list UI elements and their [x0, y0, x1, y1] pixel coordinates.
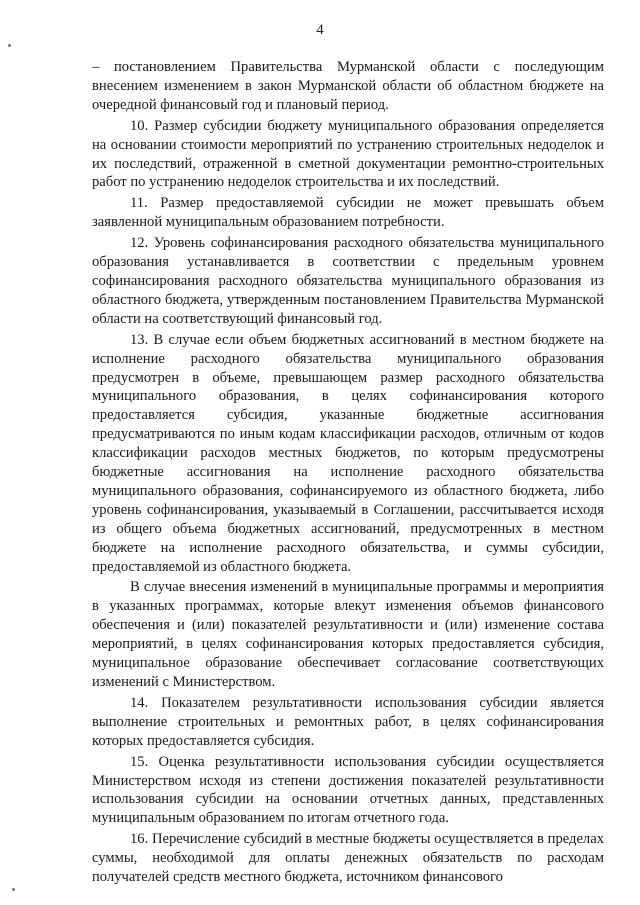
paragraph-15: 15. Оценка результативности использования субсидии осуществляется Министерством исходя из степени достижения показателей результативности использования субсидии на основании отчетных данных, представленных муниципальным образованием по итогам отчетного года. [92, 753, 604, 827]
paragraph-13-amendments: В случае внесения изменений в муниципальные программы и мероприятия в указанных программах, которые влекут изменения объемов финансового обеспечения и (или) показателей результативности и (или) изменение состава мероприятий, в целях софинансирования которых предоставляется субсидия, муниципальное образование обеспечивает согласование соответствующих изменений с Министерством. [92, 579, 604, 690]
paragraph-13: 13. В случае если объем бюджетных ассигнований в местном бюджете на исполнение расходного обязательства муниципального образования предусмотрен в объеме, превышающем размер расходного обязательства муниципального образования, в целях софинансирования которого предоставляется субсидия, указанные бюджетные ассигнования предусматриваются по иным кодам классификации расходов, отличным от кодов классификации расходов местных бюджетов, по которым предусмотрены бюджетные ассигнования на исполнение расходного обязательства муниципального образования, софинансируемого из областного бюджета, либо уровень софинансирования, указываемый в Соглашении, рассчитывается исходя из общего объема бюджетных ассигнований, предусмотренных в местном бюджете на исполнение расходного обязательства, и суммы субсидии, предоставляемой из областного бюджета. [92, 331, 604, 575]
paragraph-continuation: – постановлением Правительства Мурманской области с последующим внесением изменением в закон Мурманской области об областном бюджете на очередной финансовый год и плановый период. [92, 59, 604, 113]
page-number: 4 [316, 22, 324, 38]
paragraph-14: 14. Показателем результативности использования субсидии является выполнение строительных и ремонтных работ, в целях софинансирования которых предоставляется субсидия. [92, 694, 604, 749]
scan-speck [8, 44, 11, 47]
document-body [92, 58, 604, 887]
paragraph-10: 10. Размер субсидии бюджету муниципального образования определяется на основании стоимости мероприятий по устранению строительных недоделок и их последствий, отраженной в сметной документации ремонтно-строительных работ по устранению недоделок строительства и их последствий. [92, 117, 604, 191]
paragraph-16: 16. Перечисление субсидий в местные бюджеты осуществляется в пределах суммы, необходимой для оплаты денежных обязательств по расходам получателей средств местного бюджета, источником финансового [92, 831, 604, 886]
scan-speck [12, 888, 15, 891]
paragraph-11: 11. Размер предоставляемой субсидии не может превышать объем заявленной муниципальным образованием потребности. [92, 195, 604, 231]
paragraph-12: 12. Уровень софинансирования расходного обязательства муниципального образования устанавливается в соответствии с предельным уровнем софинансирования расходного обязательства муниципального образования из областного бюджета, утвержденным постановлением Правительства Мурманской области на соответствующий финансовый год. [92, 235, 604, 327]
